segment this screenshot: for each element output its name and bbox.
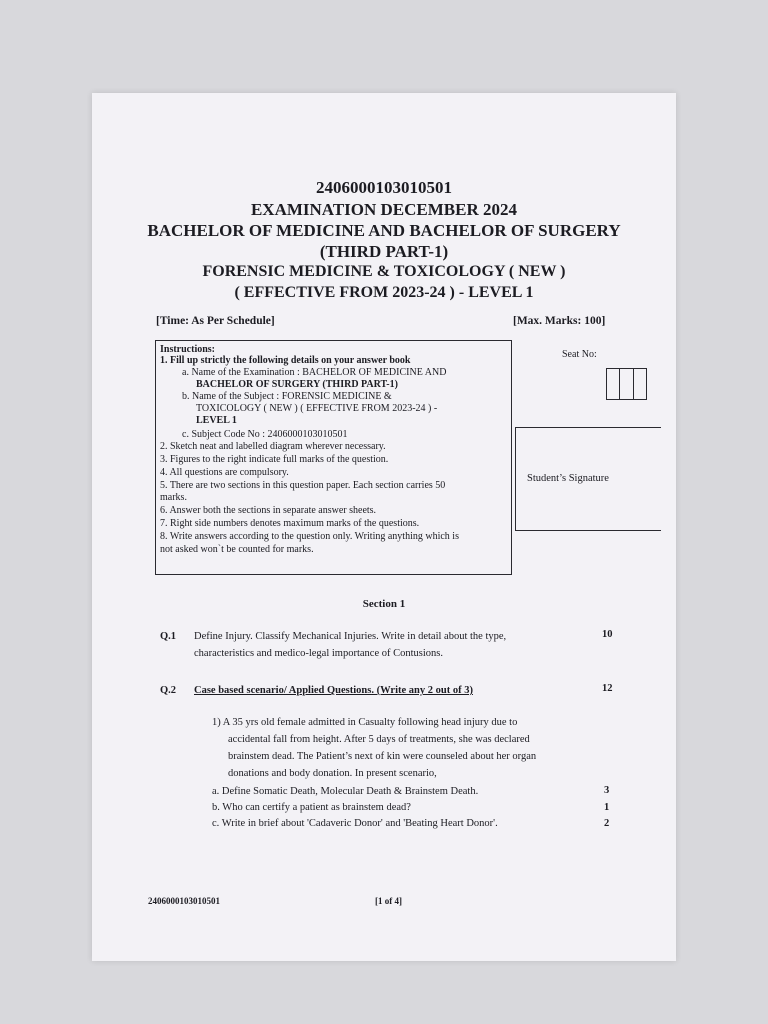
instructions-title: Instructions:: [160, 344, 216, 355]
q2-title: Case based scenario/ Applied Questions. (Write any 2 out of 3): [194, 685, 473, 696]
max-marks: [Max. Marks: 100]: [513, 315, 606, 327]
instruction-6: 6. Answer both the sections in separate answer sheets.: [160, 505, 377, 516]
seat-digit-box: [607, 369, 620, 399]
instruction-5-line2: marks.: [160, 492, 187, 503]
degree-title: BACHELOR OF MEDICINE AND BACHELOR OF SURGERY: [147, 221, 621, 240]
q1-number: Q.1: [160, 631, 177, 642]
instruction-1c: c. Subject Code No : 2406000103010501: [182, 429, 348, 440]
q1-marks: 10: [602, 629, 613, 640]
instruction-1a-line2: BACHELOR OF SURGERY (THIRD PART-1): [196, 379, 398, 390]
subject-title: FORENSIC MEDICINE & TOXICOLOGY ( NEW ): [202, 263, 566, 280]
exam-title: EXAMINATION DECEMBER 2024: [250, 200, 518, 219]
instruction-3: 3. Figures to the right indicate full marks of the question.: [160, 454, 389, 465]
q1-text-line2: characteristics and medico-legal importance of Contusions.: [194, 648, 444, 659]
instruction-1b-line2: TOXICOLOGY ( NEW ) ( EFFECTIVE FROM 2023-24 ) -: [196, 403, 438, 414]
time-info: [Time: As Per Schedule]: [156, 315, 275, 327]
seat-number-label: Seat No:: [562, 349, 597, 360]
q2-marks: 12: [602, 683, 613, 694]
subject-code-heading: 2406000103010501: [316, 178, 452, 197]
seat-digit-box: [620, 369, 633, 399]
case1-line1: 1) A 35 yrs old female admitted in Casualty following head injury due to: [212, 717, 518, 728]
case1-subq-c: c. Write in brief about 'Cadaveric Donor' and 'Beating Heart Donor'.: [212, 818, 498, 829]
case1-subq-a: a. Define Somatic Death, Molecular Death & Brainstem Death.: [212, 786, 479, 797]
case1-line4: donations and body donation. In present scenario,: [228, 768, 437, 779]
subject-level: ( EFFECTIVE FROM 2023-24 ) - LEVEL 1: [234, 284, 534, 301]
q1-text-line1: Define Injury. Classify Mechanical Injuries. Write in detail about the type,: [194, 631, 507, 642]
case1-subq-b: b. Who can certify a patient as brainstem dead?: [212, 802, 411, 813]
degree-part: (THIRD PART-1): [319, 242, 449, 261]
instruction-7: 7. Right side numbers denotes maximum marks of the questions.: [160, 518, 420, 529]
case1-subq-b-marks: 1: [604, 802, 610, 813]
case1-line2: accidental fall from height. After 5 days of treatments, she was declared: [228, 734, 530, 745]
seat-number-boxes: [606, 368, 647, 400]
instruction-4: 4. All questions are compulsory.: [160, 467, 289, 478]
instruction-1b-line1: b. Name of the Subject : FORENSIC MEDICINE &: [182, 391, 392, 402]
section-title: Section 1: [362, 598, 406, 610]
instruction-1b-line3: LEVEL 1: [196, 415, 237, 426]
instruction-5-line1: 5. There are two sections in this question paper. Each section carries 50: [160, 480, 446, 491]
seat-digit-box: [634, 369, 647, 399]
instruction-1a-line1: a. Name of the Examination : BACHELOR OF MEDICINE AND: [182, 367, 447, 378]
instruction-1: 1. Fill up strictly the following details on your answer book: [160, 355, 411, 366]
exam-paper: [92, 93, 676, 961]
q2-number: Q.2: [160, 685, 177, 696]
page-number: [1 of 4]: [375, 896, 402, 906]
footer-code: 2406000103010501: [148, 896, 220, 906]
instruction-8-line1: 8. Write answers according to the question only. Writing anything which is: [160, 531, 459, 542]
instructions-box: [155, 340, 512, 575]
case1-line3: brainstem dead. The Patient’s next of kin were counseled about her organ: [228, 751, 537, 762]
instruction-8-line2: not asked won`t be counted for marks.: [160, 544, 314, 555]
case1-subq-a-marks: 3: [604, 785, 610, 796]
instruction-2: 2. Sketch neat and labelled diagram wherever necessary.: [160, 441, 386, 452]
case1-subq-c-marks: 2: [604, 818, 610, 829]
signature-label: Student’s Signature: [527, 473, 609, 484]
